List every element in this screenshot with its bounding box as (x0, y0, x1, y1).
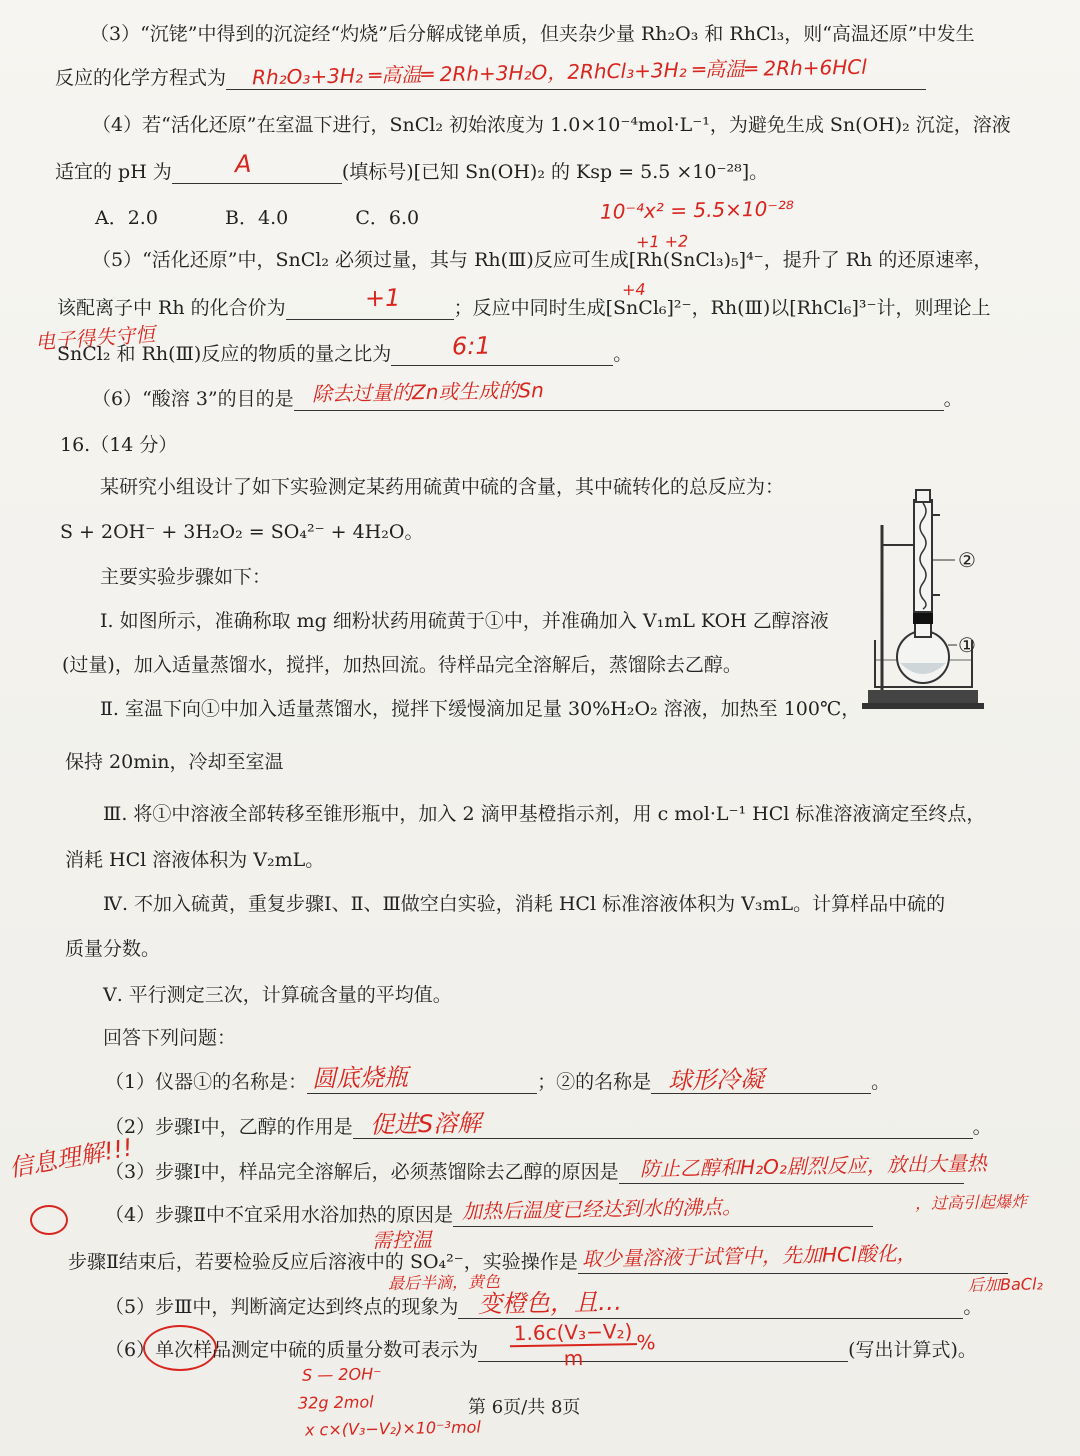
q15-p5-answer2: 6:1 (451, 331, 491, 361)
q16-a2 (105, 1115, 992, 1139)
q16-a4b-prompt: 步骤Ⅱ结束后，若要检验反应后溶液中的 SO₄²⁻，实验操作是 (68, 1251, 578, 1273)
q15-p5-answer1: +1 (364, 283, 401, 313)
q15-p5-sn-note: +4 (621, 279, 646, 300)
q16-step1b: (过量)，加入适量蒸馏水，搅拌，加热回流。待样品完全溶解后，蒸馏除去乙醇。 (62, 654, 742, 676)
option-c: C．6.0 (355, 207, 420, 229)
page-footer: 第 6页/共 8页 (468, 1397, 581, 1418)
label-condenser: ② (958, 548, 976, 572)
q16-intro: 某研究小组设计了如下实验测定某药用硫黄中硫的含量，其中硫转化的总反应为： (100, 476, 785, 498)
q16-a4b-answer: 取少量溶液于试管中，先加HCl酸化， (581, 1241, 917, 1271)
q16-a5-end: 。 (963, 1296, 983, 1318)
q16-a3-answer2: ，过高引起爆炸 (914, 1192, 1028, 1213)
q16-header: 16.（14 分） (60, 434, 178, 456)
q15-p5-line3 (57, 342, 632, 366)
q16-step1a: Ⅰ. 如图所示，准确称取 mg 细粉状药用硫黄于①中，并准确加入 V₁mL KOH 乙醇溶液 (100, 610, 829, 632)
q16-equation: S + 2OH⁻ + 3H₂O₂ = SO₄²⁻ + 4H₂O。 (60, 521, 424, 543)
q15-p4-line2 (55, 160, 768, 184)
q16-step3b: 消耗 HCl 溶液体积为 V₂mL。 (65, 849, 325, 871)
q16-a6-end: (写出计算式)。 (848, 1339, 977, 1361)
q15-p5-line1: （5）“活化还原”中，SnCl₂ 必须过量，其与 Rh(Ⅲ)反应可生成[Rh(SnCl₃)₅]⁴⁻，提升了 Rh 的还原速率， (92, 249, 993, 271)
condenser-top (916, 490, 930, 502)
q15-p6-prompt: （6）“酸溶 3”的目的是 (92, 388, 294, 410)
q16-work-line3: x c×(V₃−V₂)×10⁻³mol (304, 1417, 481, 1440)
q15-p5-line2 (57, 296, 991, 320)
q15-p4-options (95, 206, 419, 230)
q16-a3-answer: 防止乙醇和H₂O₂剧烈反应，放出大量热 (639, 1150, 988, 1182)
q16-work-line2: 32g 2mol (297, 1392, 374, 1413)
q16-a1-end: 。 (871, 1071, 891, 1093)
option-a: A．2.0 (95, 207, 158, 229)
q16-a6-fraction (510, 1319, 637, 1371)
q16-a1-mid: ；②的名称是 (537, 1071, 652, 1093)
q16-step4a: Ⅳ. 不加入硫黄，重复步骤Ⅰ、Ⅱ、Ⅲ做空白实验，消耗 HCl 标准溶液体积为 V₃mL。计算样品中硫的 (103, 893, 946, 915)
q16-answer-title: 回答下列问题： (103, 1027, 237, 1049)
q16-a4-note: 需控温 (371, 1227, 433, 1253)
q15-p3-prompt: 反应的化学方程式为 (55, 67, 227, 89)
q16-step5: Ⅴ. 平行测定三次，计算硫含量的平均值。 (103, 984, 452, 1006)
q16-step2b: 保持 20min，冷却至室温 (65, 751, 284, 773)
q15-p5-prompt1: 该配离子中 Rh 的化合价为 (57, 297, 286, 319)
q16-a5-answer: 变橙色，且… (477, 1287, 623, 1319)
q16-a6-percent: % (636, 1330, 656, 1355)
q16-a1-answer2: 球形冷凝 (667, 1065, 765, 1095)
reflux-condenser (914, 500, 932, 612)
q16-a1-prompt: （1）仪器①的名称是： (105, 1071, 308, 1093)
q16-a1-answer1: 圆底烧瓶 (311, 1063, 409, 1093)
q15-p3-line1: （3）“沉铑”中得到的沉淀经“灼烧”后分解成铑单质，但夹杂少量 Rh₂O₃ 和 RhCl₃，则“高温还原”中发生 (90, 23, 975, 45)
q15-p4-note: 10⁻⁴x² = 5.5×10⁻²⁸ (599, 196, 795, 224)
q16-a4b-answer2: 后加BaCl₂ (967, 1274, 1044, 1295)
q16-a2-prompt: （2）步骤Ⅰ中，乙醇的作用是 (105, 1116, 353, 1138)
stand-base (862, 703, 984, 709)
q15-p4-blank (172, 161, 342, 184)
q16-step4b: 质量分数。 (65, 938, 161, 960)
q15-p4-answer: A (234, 149, 252, 179)
q16-a6-answer (510, 1319, 656, 1372)
q16-a6-numerator: 1.6c(V₃−V₂) (510, 1319, 637, 1347)
q16-a2-end: 。 (972, 1116, 992, 1138)
q16-a3-prompt: （3）步骤Ⅰ中，样品完全溶解后，必须蒸馏除去乙醇的原因是 (105, 1161, 619, 1183)
round-bottom-flask (897, 631, 949, 683)
q16-a4-circle-mark (30, 1205, 68, 1235)
q15-p5-period: 。 (613, 343, 633, 365)
q15-p5-text2: ；反应中同时生成[SnCl₆]²⁻，Rh(Ⅲ)以[RhCl₆]³⁻计，则理论上 (453, 297, 991, 319)
label-flask: ① (958, 633, 976, 657)
q16-work-line1: S — 2OH⁻ (301, 1364, 382, 1385)
q16-a5-note: 最后半滴，黄色 (387, 1272, 501, 1293)
q15-p6-end: 。 (943, 388, 963, 410)
q16-a5-prompt: （5）步Ⅲ中，判断滴定达到终点的现象为 (105, 1296, 459, 1318)
q16-step2a: Ⅱ. 室温下向①中加入适量蒸馏水，搅拌下缓慢滴加足量 30%H₂O₂ 溶液，加热至 100℃， (100, 698, 861, 720)
q15-p5-ox-note: +1 +2 (635, 231, 689, 252)
q16-a6-denominator: m (563, 1345, 584, 1371)
option-b: B．4.0 (225, 207, 289, 229)
q16-a1 (105, 1070, 890, 1094)
q15-p5-margin-note: 电子得失守恒 (34, 321, 156, 355)
q16-a4-answer: 加热后温度已经达到水的沸点。 (461, 1194, 743, 1224)
q16-steps-title: 主要实验步骤如下： (100, 566, 272, 588)
q15-p4-prompt: 适宜的 pH 为 (55, 161, 172, 183)
q16-step3a: Ⅲ. 将①中溶液全部转移至锥形瓶中，加入 2 滴甲基橙指示剂，用 c mol·L⁻¹ HCl 标准溶液滴定至终点， (103, 803, 986, 825)
q16-a6-prompt: （6）单次样品测定中硫的质量分数可表示为 (105, 1339, 479, 1361)
q15-p6-answer: 除去过量的Zn或生成的Sn (311, 377, 544, 407)
q15-p4-line1: （4）若“活化还原”在室温下进行，SnCl₂ 初始浓度为 1.0×10⁻⁴mol·L⁻¹，为避免生成 Sn(OH)₂ 沉淀，溶液 (92, 114, 1011, 136)
q15-p5-blank2 (391, 343, 613, 366)
reflux-apparatus-diagram (860, 485, 1000, 720)
q15-p3-answer: Rh₂O₃+3H₂ ═高温═ 2Rh+3H₂O，2RhCl₃+3H₂ ═高温═ 2Rh+6HCl (251, 54, 867, 90)
q16-a4-prompt: （4）步骤Ⅱ中不宜采用水浴加热的原因是 (105, 1204, 454, 1226)
q16-a2-answer: 促进S溶解 (369, 1109, 482, 1139)
q15-p5-prompt2: SnCl₂ 和 Rh(Ⅲ)反应的物质的量之比为 (57, 343, 392, 365)
q15-p4-hint: (填标号)[已知 Sn(OH)₂ 的 Ksp = 5.5 ×10⁻²⁸]。 (341, 161, 769, 183)
q16-margin-note: 信息理解!!! (6, 1133, 135, 1183)
